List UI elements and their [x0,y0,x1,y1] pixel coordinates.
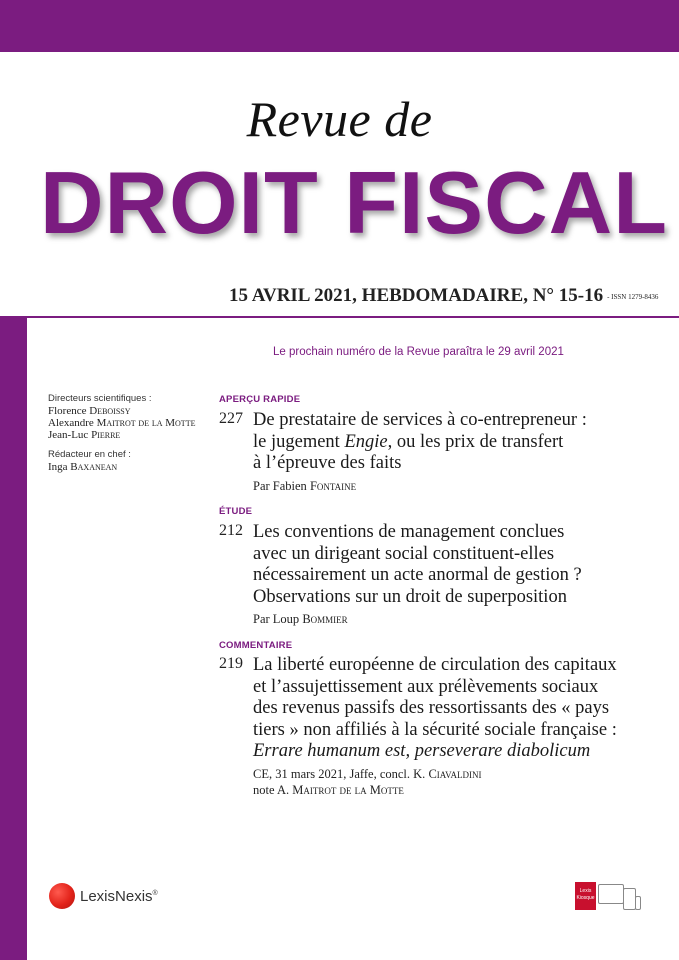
issue-date-number: 15 AVRIL 2021, HEBDOMADAIRE, N° 15-16 [229,285,604,306]
article-number: 227 [219,410,243,427]
article-title: La liberté européenne de circulation des capitaux et l’assujettissement aux prélèvements sociaux des revenus passifs des ressortissants des « pays tiers » non affiliés à la sécurité sociale française : Errare humanum est, perseverare diabolicum [253,655,617,761]
left-color-band [0,318,27,960]
director-name: Alexandre Maitrot de la Motte [48,417,196,429]
section-label-commentaire: COMMENTAIRE [219,640,293,651]
phone-icon [635,896,641,910]
publisher-name: LexisNexis® [80,887,158,905]
editor-label: Rédacteur en chef : [48,449,131,460]
section-label-apercu: APERÇU RAPIDE [219,394,301,405]
article-title: De prestataire de services à co-entrepreneur : le jugement Engie, ou les prix de transfert à l’épreuve des faits [253,410,587,473]
next-issue-notice: Le prochain numéro de la Revue paraîtra le 29 avril 2021 [273,346,564,358]
masthead-title-line1: Revue de [246,91,433,147]
issn: - ISSN 1279-8436 [607,292,659,301]
article-title: Les conventions de management conclues avec un dirigeant social constituent-elles nécessairement un acte anormal de gestion ? Observations sur un droit de superposition [253,522,582,607]
issue-info [229,285,658,307]
kiosque-badge: Lexis Kiosque [575,882,596,910]
publisher-logo[interactable] [49,883,158,909]
editorial-board [48,393,218,473]
article-author: Par Fabien Fontaine [253,478,357,493]
director-name: Jean-Luc Pierre [48,429,121,441]
section-label-etude: ÉTUDE [219,506,253,517]
directors-label: Directeurs scientifiques : [48,393,152,404]
article-212[interactable] [219,522,659,627]
kiosque-devices-icon[interactable] [575,882,639,910]
article-227[interactable] [219,410,659,494]
lexisnexis-logo-icon [49,883,75,909]
article-number: 212 [219,522,243,539]
masthead-title-line2: DROIT FISCAL [40,153,668,252]
editor-name: Inga Baxanean [48,461,118,473]
header-divider [0,316,679,318]
desktop-icon [598,884,624,904]
director-name: Florence Deboissy [48,405,131,417]
article-number: 219 [219,655,243,672]
article-reference: CE, 31 mars 2021, Jaffe, concl. K. Ciavaldini note A. Maitrot de la Motte [253,766,482,797]
top-color-band [0,0,679,52]
article-219[interactable] [219,655,659,798]
article-author: Par Loup Bommier [253,612,348,626]
